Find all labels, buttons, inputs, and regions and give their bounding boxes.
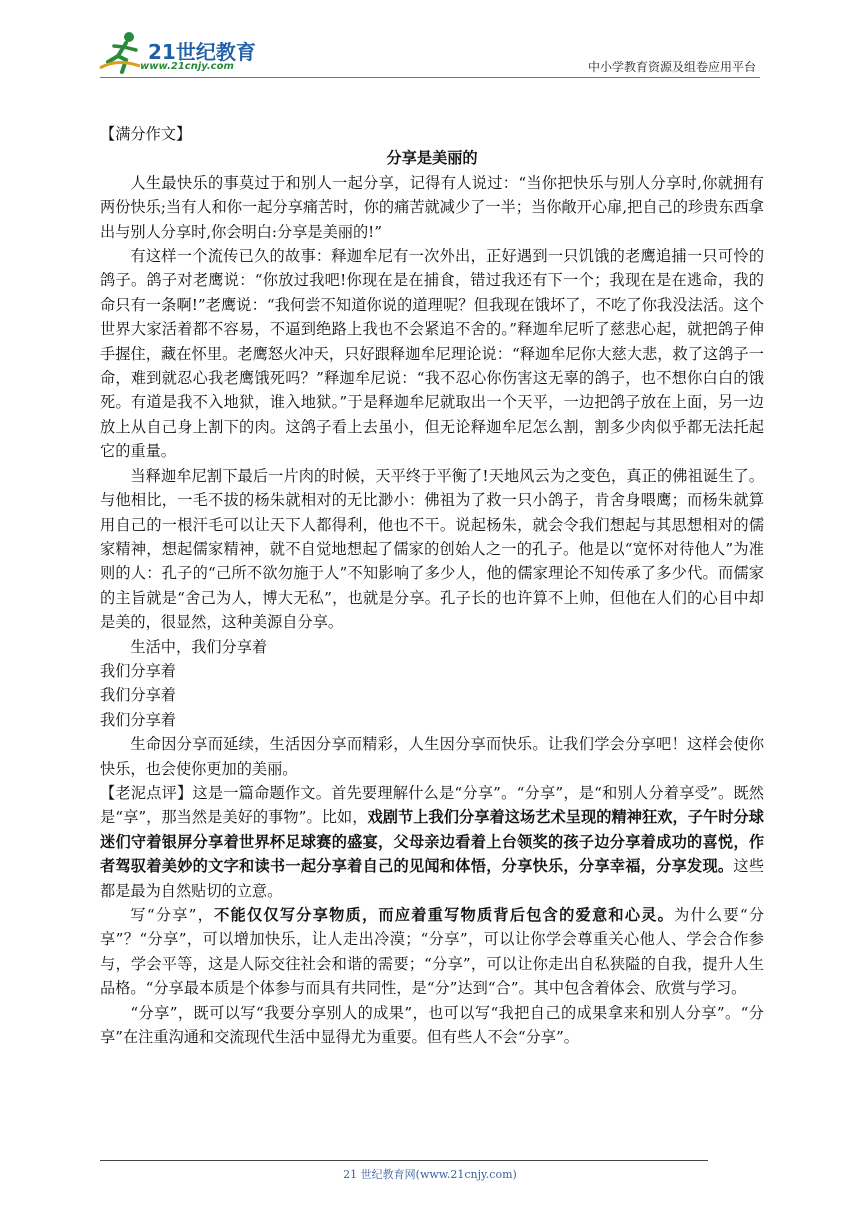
footer-divider bbox=[100, 1160, 708, 1161]
paragraph-8: 生命因分享而延续，生活因分享而精彩，人生因分享而快乐。让我们学会分享吧！这样会使你快乐，也会使你更加的美丽。 bbox=[100, 735, 764, 778]
paragraph-10-bold: 不能仅仅写分享物质，而应着重写物质背后包含的爱意和心灵。 bbox=[214, 906, 675, 924]
page-header bbox=[0, 0, 860, 90]
paragraph-4: 生活中，我们分享着 bbox=[130, 637, 268, 656]
paragraph-6: 我们分享着 bbox=[100, 686, 176, 705]
paragraph-10 bbox=[100, 903, 764, 1001]
essay-title: 分享是美丽的 bbox=[386, 149, 478, 168]
platform-tagline: 中小学教育资源及组卷应用平台 bbox=[587, 60, 756, 74]
paragraph-10-a: 写“分享”， bbox=[130, 906, 215, 924]
logo-url: www.21cnjy.com bbox=[140, 61, 234, 72]
commentary-paragraph bbox=[100, 781, 764, 903]
paragraph-7: 我们分享着 bbox=[100, 710, 176, 729]
document-body bbox=[100, 122, 764, 1049]
commentary-text-a: 【老泥点评】这是一篇命题作文。首先要理解什么是“分享”。“分享”，是“和别人分着享受”。既然是“享”，那当然是美好的事物”。比如， bbox=[100, 783, 764, 827]
site-logo bbox=[96, 28, 266, 82]
paragraph-1: 人生最快乐的事莫过于和别人一起分享，记得有人说过：“当你把快乐与别人分享时,你就拥有两份快乐;当有人和你一起分享痛苦时，你的痛苦就减少了一半；当你敞开心扉,把自己的珍贵东西拿出与别人分享时,你会明白:分享是美丽的!” bbox=[100, 173, 764, 241]
paragraph-3: 当释迦牟尼割下最后一片肉的时候，天平终于平衡了!天地风云为之变色，真正的佛祖诞生了。与他相比，一毛不拔的杨朱就相对的无比渺小：佛祖为了救一只小鸽子，肯舍身喂鹰；而杨朱就算用自己的一根汗毛可以让天下人都得利，他也不干。说起杨朱，就会令我们想起与其思想相对的儒家精神，想起儒家精神，就不自觉地想起了儒家的创始人之一的孔子。他是以“宽怀对待他人”为准则的人：孔子的“己所不欲勿施于人”不知影响了多少人，他的儒家理论不知传承了多少代。而儒家的主旨就是“舍己为人，博大无私”，也就是分享。孔子长的也许算不上帅，但他在人们的心目中却是美的，很显然，这种美源自分享。 bbox=[100, 466, 764, 632]
paragraph-10-c: 为什么要“分享”？“分享”，可以增加快乐，让人走出冷漠；“分享”，可以让你学会尊重关心他人、学会合作参与，学会平等，这是人际交往社会和谐的需要；“分享”，可以让你走出自私狭隘的自我，提升人生品格。“分享最本质是个体参与而具有共同性，是“分”达到“合”。其中包含着体会、欣赏与学习。 bbox=[100, 906, 765, 998]
logo-text: 21世纪教育 bbox=[148, 40, 256, 64]
paragraph-5: 我们分享着 bbox=[100, 661, 176, 680]
section-label: 【满分作文】 bbox=[100, 125, 192, 143]
paragraph-2: 有这样一个流传已久的故事：释迦牟尼有一次外出，正好遇到一只饥饿的老鹰追捕一只可怜的鸽子。鸽子对老鹰说：“你放过我吧!你现在是在捕食，错过我还有下一个；我现在是在逃命，我的命只有一条啊!”老鹰说：“我何尝不知道你说的道理呢？但我现在饿坏了，不吃了你我没法活。这个世界大家活着都不容易，不逼到绝路上我也不会紧追不舍的。”释迦牟尼听了慈悲心起，就把鸽子伸手握住，藏在怀里。老鹰怒火冲天，只好跟释迦牟尼理论说：“释迦牟尼你大慈大悲，救了这鸽子一命，难到就忍心我老鹰饿死吗？”释迦牟尼说：“我不忍心你伤害这无辜的鸽子，也不想你白白的饿死。有道是我不入地狱，谁入地狱。”于是释迦牟尼就取出一个天平，一边把鸽子放在上面，另一边放上从自己身上割下的肉。这鸽子看上去虽小，但无论释迦牟尼怎么割，割多少肉似乎都无法托起它的重量。 bbox=[100, 247, 764, 461]
running-figure-icon bbox=[96, 28, 146, 78]
page-footer: 21 世纪教育网(www.21cnjy.com) bbox=[343, 1168, 517, 1181]
commentary-text-c: 这些都是最为自然贴切的立意。 bbox=[100, 857, 765, 900]
header-divider bbox=[100, 77, 760, 78]
commentary-text-bold: 戏剧节上我们分享着这场艺术呈现的精神狂欢，子午时分球迷们守着银屏分享着世界杯足球赛的盛宴，父母亲边看着上台领奖的孩子边分享着成功的喜悦，作者驾驭着美妙的文字和读书一起分享着自己的见闻和体悟，分享快乐，分享幸福，分享发现。 bbox=[100, 808, 764, 876]
paragraph-11: “分享”，既可以写“我要分享别人的成果”，也可以写“我把自己的成果拿来和别人分享”。“分享”在注重沟通和交流现代生活中显得尤为重要。但有些人不会“分享”。 bbox=[100, 1003, 764, 1047]
